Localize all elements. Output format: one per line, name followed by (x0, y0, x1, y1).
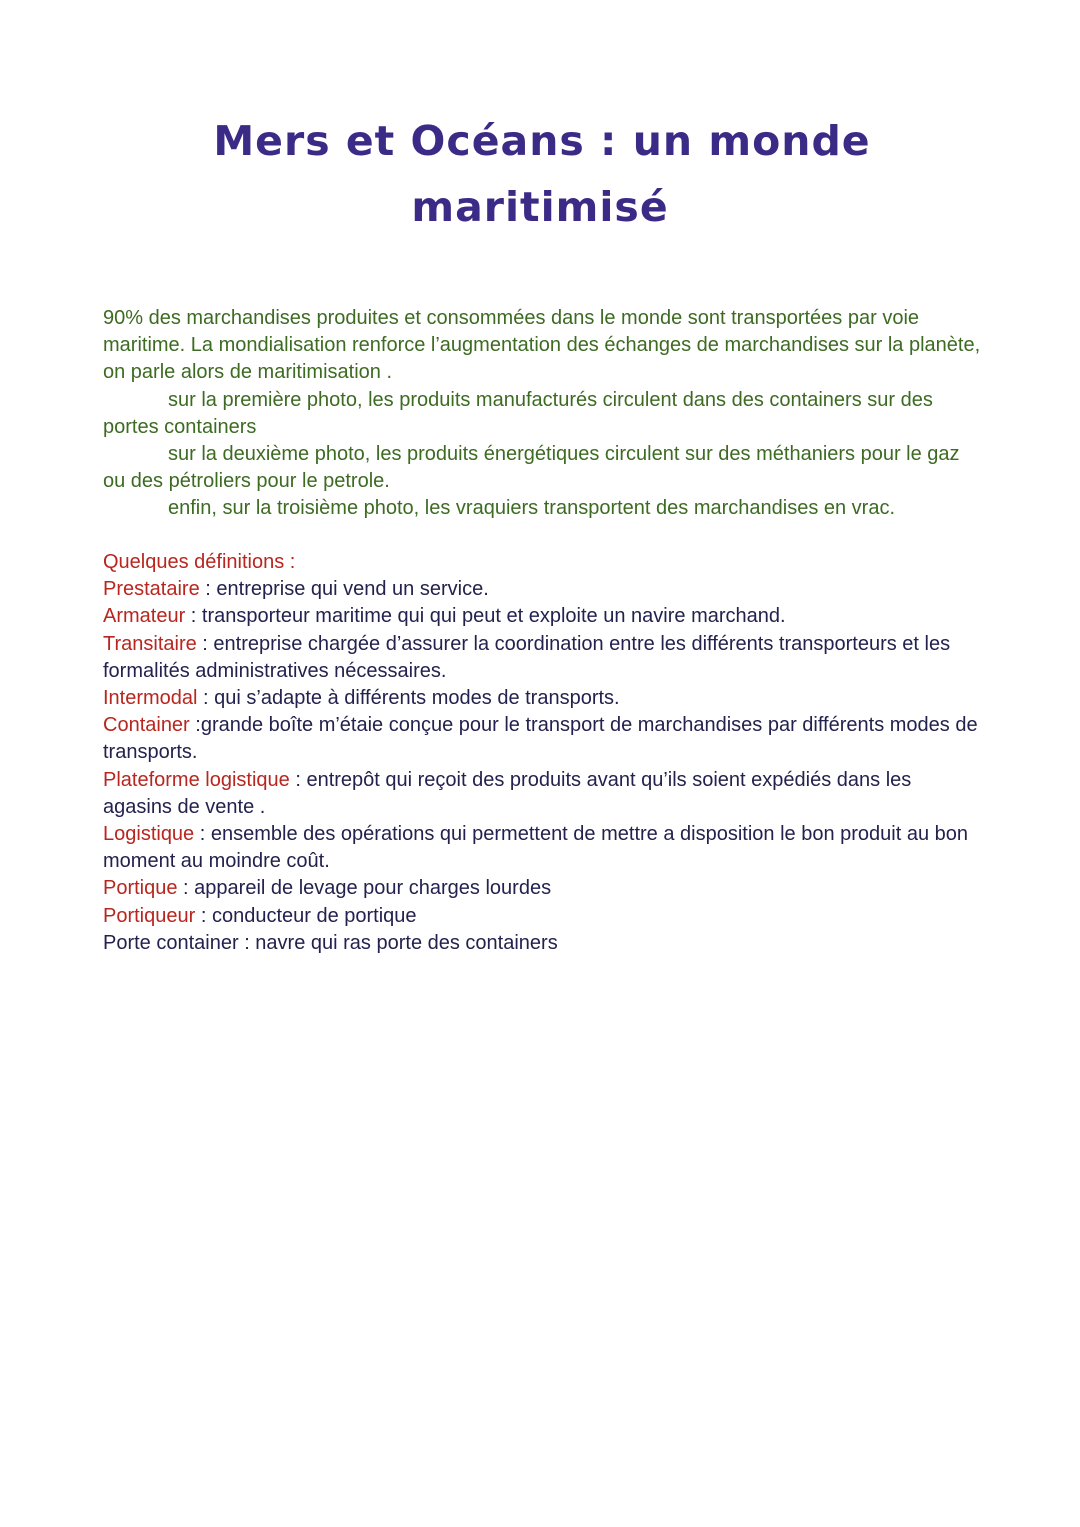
definition-text: : ensemble des opérations qui permettent de mettre a disposition le bon produit au bon moment au moindre coût. (103, 823, 969, 873)
definition-term: Portiqueur (103, 904, 196, 927)
definition-entry (103, 903, 983, 930)
definition-term: Transitaire (103, 632, 197, 655)
definition-text: :grande boîte m’étaie conçue pour le transport de marchandises par différents modes de transports. (103, 714, 978, 764)
definitions-heading: Quelques définitions : (103, 551, 296, 573)
definition-text: : qui s’adapte à différents modes de transports. (197, 687, 620, 710)
definition-term: Logistique (103, 823, 195, 846)
definitions-section (103, 549, 983, 957)
page-title (0, 108, 1080, 240)
intro-section (103, 305, 983, 523)
definition-term: Armateur (103, 605, 186, 628)
definition-entry (103, 875, 983, 902)
definition-text: : entrepôt qui reçoit des produits avant qu’ils soient expédiés dans les agasins de vente . (103, 768, 912, 818)
definition-text: : appareil de levage pour charges lourdes (177, 877, 552, 900)
definition-entry (103, 685, 983, 712)
definition-entry (103, 576, 983, 603)
definition-text: : transporteur maritime qui qui peut et exploite un navire marchand. (185, 605, 786, 628)
definition-term: Intermodal (103, 687, 198, 710)
definition-text: : entreprise chargée d’assurer la coordination entre les différents transporteurs et les formalités administratives nécessaires. (103, 632, 951, 682)
page-title-line-2: maritimisé (411, 183, 669, 231)
definition-entry (103, 712, 983, 766)
definition-entry (103, 631, 983, 685)
definition-entry (103, 603, 983, 630)
definition-term: Plateforme logistique (103, 768, 290, 791)
definition-entry (103, 767, 983, 821)
definition-term: Container (103, 714, 190, 737)
intro-item-photo-2: sur la deuxième photo, les produits énergétiques circulent sur des méthaniers pour le gaz ou des pétroliers pour le petrole. (103, 443, 960, 493)
definition-text: : entreprise qui vend un service. (199, 578, 489, 601)
definition-term: Portique (103, 877, 178, 900)
page-title-line-1: Mers et Océans : un monde (213, 117, 871, 165)
definition-last-line: Porte container : navre qui ras porte des containers (103, 931, 558, 954)
intro-paragraph: 90% des marchandises produites et consommées dans le monde sont transportées par voie maritime. La mondialisation renforce l’augmentation des échanges de marchandises sur la planète, on parle alors de maritimisation . (103, 307, 981, 384)
definition-text: : conducteur de portique (195, 904, 417, 927)
intro-item-photo-1: sur la première photo, les produits manufacturés circulent dans des containers sur des portes containers (103, 388, 933, 438)
intro-item-photo-3: enfin, sur la troisième photo, les vraquiers transportent des marchandises en vrac. (168, 497, 896, 520)
definition-term: Prestataire (103, 578, 200, 601)
definition-entry (103, 821, 983, 875)
